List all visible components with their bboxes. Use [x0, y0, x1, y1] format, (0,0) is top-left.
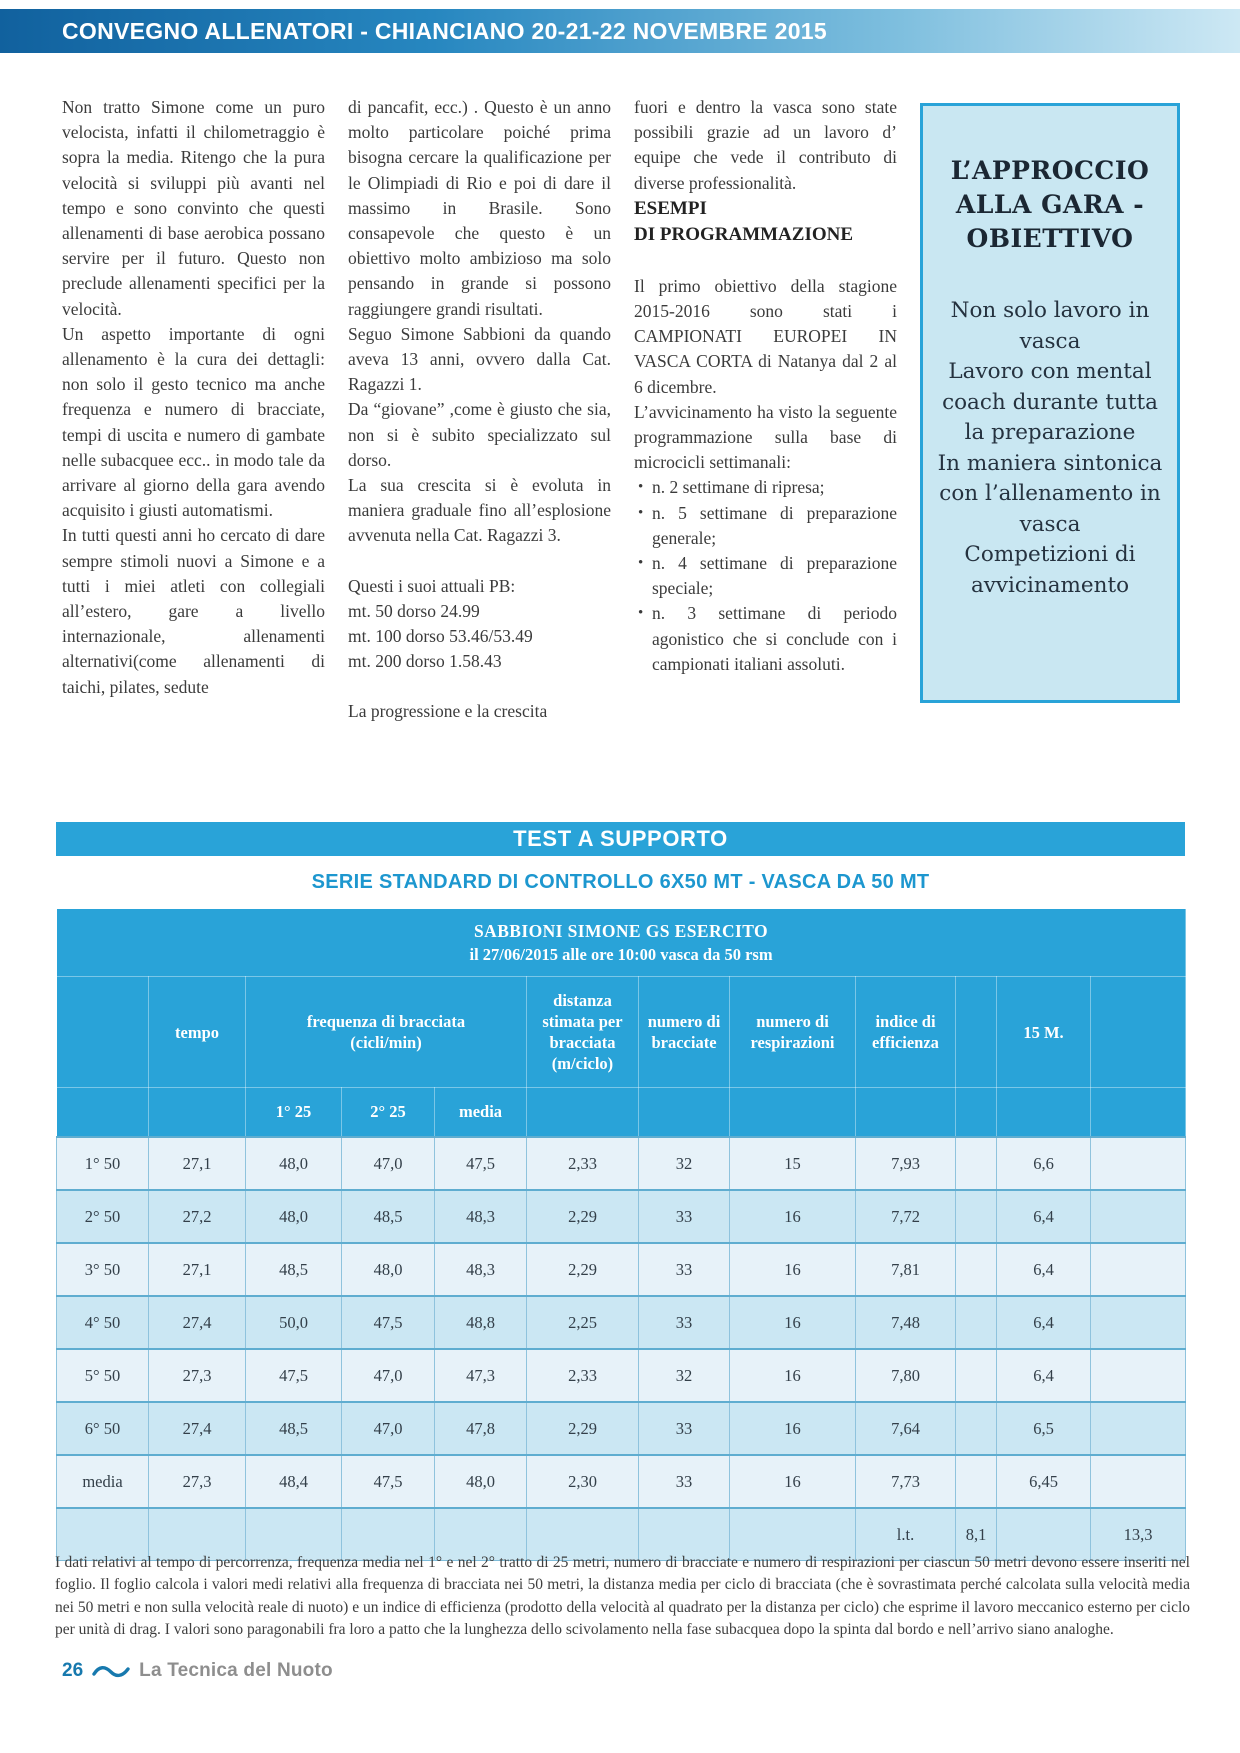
magazine-name: La Tecnica del Nuoto: [139, 1660, 333, 1681]
table-cell: [1091, 1296, 1186, 1349]
bullet-text: n. 5 settimane di preparazione generale;: [652, 502, 897, 548]
article-column-2: [348, 95, 611, 725]
table-cell: 15: [730, 1137, 856, 1190]
article-text: [62, 95, 898, 725]
table-cell: 16: [730, 1190, 856, 1243]
row-label: 3° 50: [57, 1243, 149, 1296]
table-cell: [1091, 1402, 1186, 1455]
pb-line: mt. 200 dorso 1.58.43: [348, 651, 502, 672]
table-cell: 16: [730, 1349, 856, 1402]
table-cell: 7,80: [856, 1349, 956, 1402]
table-header-row: [57, 977, 1186, 1088]
header-banner: [0, 9, 1240, 53]
table-cell: 2,29: [527, 1243, 639, 1296]
subheader-empty: [1091, 1088, 1186, 1138]
subheader-empty: [527, 1088, 639, 1138]
section-heading: ESEMPI: [634, 197, 707, 219]
table-cell: 48,4: [246, 1455, 342, 1508]
paragraph: Un aspetto importante di ogni allenamento è la cura dei dettagli: non solo il gesto tecnico ma anche frequenza e numero di bracciate, tempi di uscita e numero di gambate nelle subacquee ecc.. in modo tale da arrivare al giorno della gara avendo acquisito i giusti automatismi.: [62, 323, 325, 521]
row-label: 4° 50: [57, 1296, 149, 1349]
callout-line: Lavoro con mental coach durante tutta la preparazione: [942, 359, 1158, 445]
table-title-row: [57, 909, 1186, 977]
bullet-text: n. 3 settimane di periodo agonistico che si conclude con i campionati italiani assoluti.: [652, 603, 897, 674]
table-cell: 27,1: [149, 1243, 246, 1296]
table-row: [57, 1402, 1186, 1455]
table-cell: 6,4: [997, 1243, 1091, 1296]
callout-title-line: OBIETTIVO: [966, 224, 1134, 253]
bullet-marker: •: [638, 504, 644, 521]
callout-line: Non solo lavoro in vasca: [950, 298, 1150, 354]
subheader-empty: [956, 1088, 997, 1138]
table-cell: [1091, 1243, 1186, 1296]
table-cell: 47,8: [435, 1402, 527, 1455]
table-cell: 16: [730, 1402, 856, 1455]
table-row: [57, 1137, 1186, 1190]
paragraph: Non tratto Simone come un puro velocista, infatti il chilometraggio è sopra la media. Ritengo che la pura velocità si sviluppi più avanti nel tempo e sono convinto che questi allenamenti di base aerobica possano servire per il futuro. Questo non preclude allenamenti specifici per la velocità.: [62, 97, 325, 319]
column-header-distanza: distanza stimata per bracciata (m/ciclo): [527, 977, 639, 1088]
table-cell: 2,30: [527, 1455, 639, 1508]
paragraph: La progressione e la crescita: [348, 701, 548, 722]
bullet-item: [634, 601, 897, 677]
table-cell: 33: [639, 1455, 730, 1508]
callout-box: [920, 103, 1180, 703]
callout-body: [923, 296, 1177, 601]
table-cell: 27,2: [149, 1190, 246, 1243]
column-header-efficienza: indice di efficienza: [856, 977, 956, 1088]
table-cell: 16: [730, 1455, 856, 1508]
table-cell: 7,48: [856, 1296, 956, 1349]
bullet-item: [634, 475, 897, 500]
athlete-name: SABBIONI SIMONE GS ESERCITO: [474, 920, 769, 941]
table-cell: 48,0: [246, 1190, 342, 1243]
table-cell: 6,45: [997, 1455, 1091, 1508]
table-cell: 2,29: [527, 1402, 639, 1455]
table-cell: 48,0: [246, 1137, 342, 1190]
paragraph: Il primo obiettivo della stagione 2015-2016 sono stati i CAMPIONATI EUROPEI IN VASCA CORTA di Natanya dal 2 al 6 dicembre.: [634, 275, 897, 397]
row-label: media: [57, 1455, 149, 1508]
test-date-info: il 27/06/2015 alle ore 10:00 vasca da 50 rsm: [469, 944, 773, 964]
bullet-marker: •: [638, 555, 644, 572]
column-header-tempo: tempo: [149, 977, 246, 1088]
table-cell: 7,72: [856, 1190, 956, 1243]
section-heading: DI PROGRAMMAZIONE: [634, 223, 854, 245]
table-cell: 47,3: [435, 1349, 527, 1402]
paragraph: In tutti questi anni ho cercato di dare sempre stimoli nuovi a Simone e a tutti i miei atleti con collegiali all’estero, gare a livello internazionale, allenamenti alternativi(come allenamenti di taichi, pilates, sedute: [62, 525, 325, 697]
callout-line: In maniera sintonica con l’allenamento in vasca: [937, 450, 1163, 537]
bullet-list: [634, 475, 897, 677]
pb-title: Questi i suoi attuali PB:: [348, 575, 516, 596]
table-cell: 48,3: [435, 1243, 527, 1296]
table-cell: 27,4: [149, 1296, 246, 1349]
table-cell: 13,3: [1091, 1508, 1186, 1561]
table-cell: 2,25: [527, 1296, 639, 1349]
bullet-text: n. 4 settimane di preparazione speciale;: [652, 553, 897, 599]
pb-line: mt. 100 dorso 53.46/53.49: [348, 626, 533, 647]
table-cell: 32: [639, 1137, 730, 1190]
table-cell: 33: [639, 1402, 730, 1455]
table-cell: 47,5: [246, 1349, 342, 1402]
table-cell: 27,1: [149, 1137, 246, 1190]
test-table: [56, 908, 1186, 1561]
table-cell: 6,4: [997, 1349, 1091, 1402]
subheader-empty: [730, 1088, 856, 1138]
table-cell: 16: [730, 1296, 856, 1349]
column-header-empty: [57, 977, 149, 1088]
table-cell: 7,93: [856, 1137, 956, 1190]
table-cell: 47,5: [435, 1137, 527, 1190]
column-header-empty: [1091, 977, 1186, 1088]
table-cell: [1091, 1349, 1186, 1402]
table-cell: [956, 1402, 997, 1455]
callout-title-line: ALLA GARA -: [955, 190, 1145, 219]
table-row: [57, 1190, 1186, 1243]
subheader-media: media: [435, 1088, 527, 1138]
callout-title-line: L’APPROCCIO: [950, 156, 1150, 185]
table-cell: 48,0: [435, 1455, 527, 1508]
table-cell: [956, 1137, 997, 1190]
pb-lines: [348, 599, 611, 675]
subheader-empty: [997, 1088, 1091, 1138]
table-cell: 2,33: [527, 1349, 639, 1402]
callout-title: [923, 154, 1177, 256]
table-cell: 33: [639, 1296, 730, 1349]
page-footer: [62, 1660, 333, 1682]
row-label: 6° 50: [57, 1402, 149, 1455]
table-cell: 47,0: [342, 1349, 435, 1402]
subheader-empty: [149, 1088, 246, 1138]
table-cell: 48,0: [342, 1243, 435, 1296]
paragraph: di pancafit, ecc.) . Questo è un anno molto particolare poiché prima bisogna cercare la qualificazione per le Olimpiadi di Rio e poi di dare il massimo in Brasile. Sono consapevole che questo è un obiettivo molto ambizioso ma solo pensando in grande si possono raggiungere grandi risultati.: [348, 97, 611, 319]
table-cell: 6,5: [997, 1402, 1091, 1455]
table-cell: 7,64: [856, 1402, 956, 1455]
table-cell: 2,33: [527, 1137, 639, 1190]
table-cell: [956, 1190, 997, 1243]
table-footnote: I dati relativi al tempo di percorrenza, frequenza media nel 1° e nel 2° tratto di 25 metri, numero di bracciate e numero di respirazioni per ciascun 50 metri devono essere inseriti nel foglio. Il foglio calcola i valori medi relativi alla frequenza di bracciata nei 50 metri, la distanza media per ciclo di bracciata (che è sovrastimata perché calcolata sulla velocità media nei 50 metri e non sulla velocità reale di nuoto) e un indice di efficienza (prodotto della velocità al quadrato per la distanza per ciclo) che esprime il lavoro meccanico esterno per ciclo per unità di drag. I valori sono paragonabili fra loro a patto che la lunghezza dello scivolamento nella fase subacquea dopo la spinta dal bordo e nell’arrivo siano analoghe.: [55, 1554, 1190, 1639]
paragraph: Seguo Simone Sabbioni da quando aveva 13 anni, ovvero dalla Cat. Ragazzi 1.: [348, 323, 611, 395]
paragraph: Da “giovane” ,come è giusto che sia, non si è subito specializzato sul dorso.: [348, 399, 611, 470]
page-number: 26: [62, 1660, 84, 1681]
paragraph: fuori e dentro la vasca sono state possibili grazie ad un lavoro d’ equipe che vede il contributo di diverse professionalità.: [634, 97, 897, 193]
table-cell: 16: [730, 1243, 856, 1296]
table-row: [57, 1243, 1186, 1296]
column-header-15m: 15 M.: [997, 977, 1091, 1088]
wave-icon: [92, 1664, 130, 1678]
table-cell: 47,5: [342, 1455, 435, 1508]
table-title-cell: [57, 909, 1186, 977]
subheader-2-25: 2° 25: [342, 1088, 435, 1138]
table-cell: 48,5: [246, 1243, 342, 1296]
bullet-item: [634, 551, 897, 601]
table-cell: l.t.: [856, 1508, 956, 1561]
article-column-3: [634, 95, 897, 725]
callout-line: Competizioni di avvicinamento: [964, 542, 1136, 598]
table-cell: 47,5: [342, 1296, 435, 1349]
table-row: [57, 1455, 1186, 1508]
test-banner: [56, 822, 1185, 856]
table-cell: [1091, 1190, 1186, 1243]
table-cell: 6,6: [997, 1137, 1091, 1190]
table-cell: [1091, 1137, 1186, 1190]
subheader-empty: [856, 1088, 956, 1138]
table-cell: 6,4: [997, 1296, 1091, 1349]
table-cell: 32: [639, 1349, 730, 1402]
table-cell: 7,73: [856, 1455, 956, 1508]
row-label: 1° 50: [57, 1137, 149, 1190]
table-cell: 8,1: [956, 1508, 997, 1561]
subheader-empty: [639, 1088, 730, 1138]
test-banner-text: TEST A SUPPORTO: [513, 826, 728, 851]
table-subheader-row: [57, 1088, 1186, 1138]
table-cell: 27,4: [149, 1402, 246, 1455]
bullet-item: [634, 501, 897, 551]
table-cell: 48,8: [435, 1296, 527, 1349]
table-cell: [1091, 1455, 1186, 1508]
header-banner-text: CONVEGNO ALLENATORI - CHIANCIANO 20-21-22 NOVEMBRE 2015: [62, 18, 827, 44]
table-cell: 33: [639, 1243, 730, 1296]
table-cell: 6,4: [997, 1190, 1091, 1243]
pb-line: mt. 50 dorso 24.99: [348, 600, 480, 621]
personal-best-block: [348, 574, 611, 675]
article-column-1: [62, 95, 325, 725]
bullet-marker: •: [638, 605, 644, 622]
table-cell: 48,3: [435, 1190, 527, 1243]
table-cell: [956, 1243, 997, 1296]
table-cell: 27,3: [149, 1455, 246, 1508]
column-header-bracciate: numero di bracciate: [639, 977, 730, 1088]
paragraph: La sua crescita si è evoluta in maniera graduale fino all’esplosione avvenuta nella Cat. Ragazzi 3.: [348, 475, 611, 546]
bullet-marker: •: [638, 479, 644, 496]
paragraph: L’avvicinamento ha visto la seguente programmazione sulla base di microcicli settimanali:: [634, 401, 897, 473]
table-cell: 48,5: [342, 1190, 435, 1243]
bullet-text: n. 2 settimane di ripresa;: [652, 477, 825, 498]
table-cell: [956, 1349, 997, 1402]
subheader-empty: [57, 1088, 149, 1138]
column-header-empty: [956, 977, 997, 1088]
series-subtitle: SERIE STANDARD DI CONTROLLO 6X50 MT - VASCA DA 50 MT: [311, 871, 930, 893]
table-cell: [956, 1455, 997, 1508]
row-label: 5° 50: [57, 1349, 149, 1402]
column-header-frequenza: frequenza di bracciata (cicli/min): [246, 977, 527, 1088]
subheader-1-25: 1° 25: [246, 1088, 342, 1138]
table-cell: [956, 1296, 997, 1349]
table-row: [57, 1349, 1186, 1402]
table-cell: 33: [639, 1190, 730, 1243]
table-row: [57, 1296, 1186, 1349]
table-cell: 7,81: [856, 1243, 956, 1296]
table-cell: 50,0: [246, 1296, 342, 1349]
table-cell: 2,29: [527, 1190, 639, 1243]
row-label: 2° 50: [57, 1190, 149, 1243]
column-header-respirazioni: numero di respirazioni: [730, 977, 856, 1088]
table-cell: 48,5: [246, 1402, 342, 1455]
table-cell: 47,0: [342, 1137, 435, 1190]
table-cell: 47,0: [342, 1402, 435, 1455]
table-cell: 27,3: [149, 1349, 246, 1402]
table-body: [57, 1137, 1186, 1561]
